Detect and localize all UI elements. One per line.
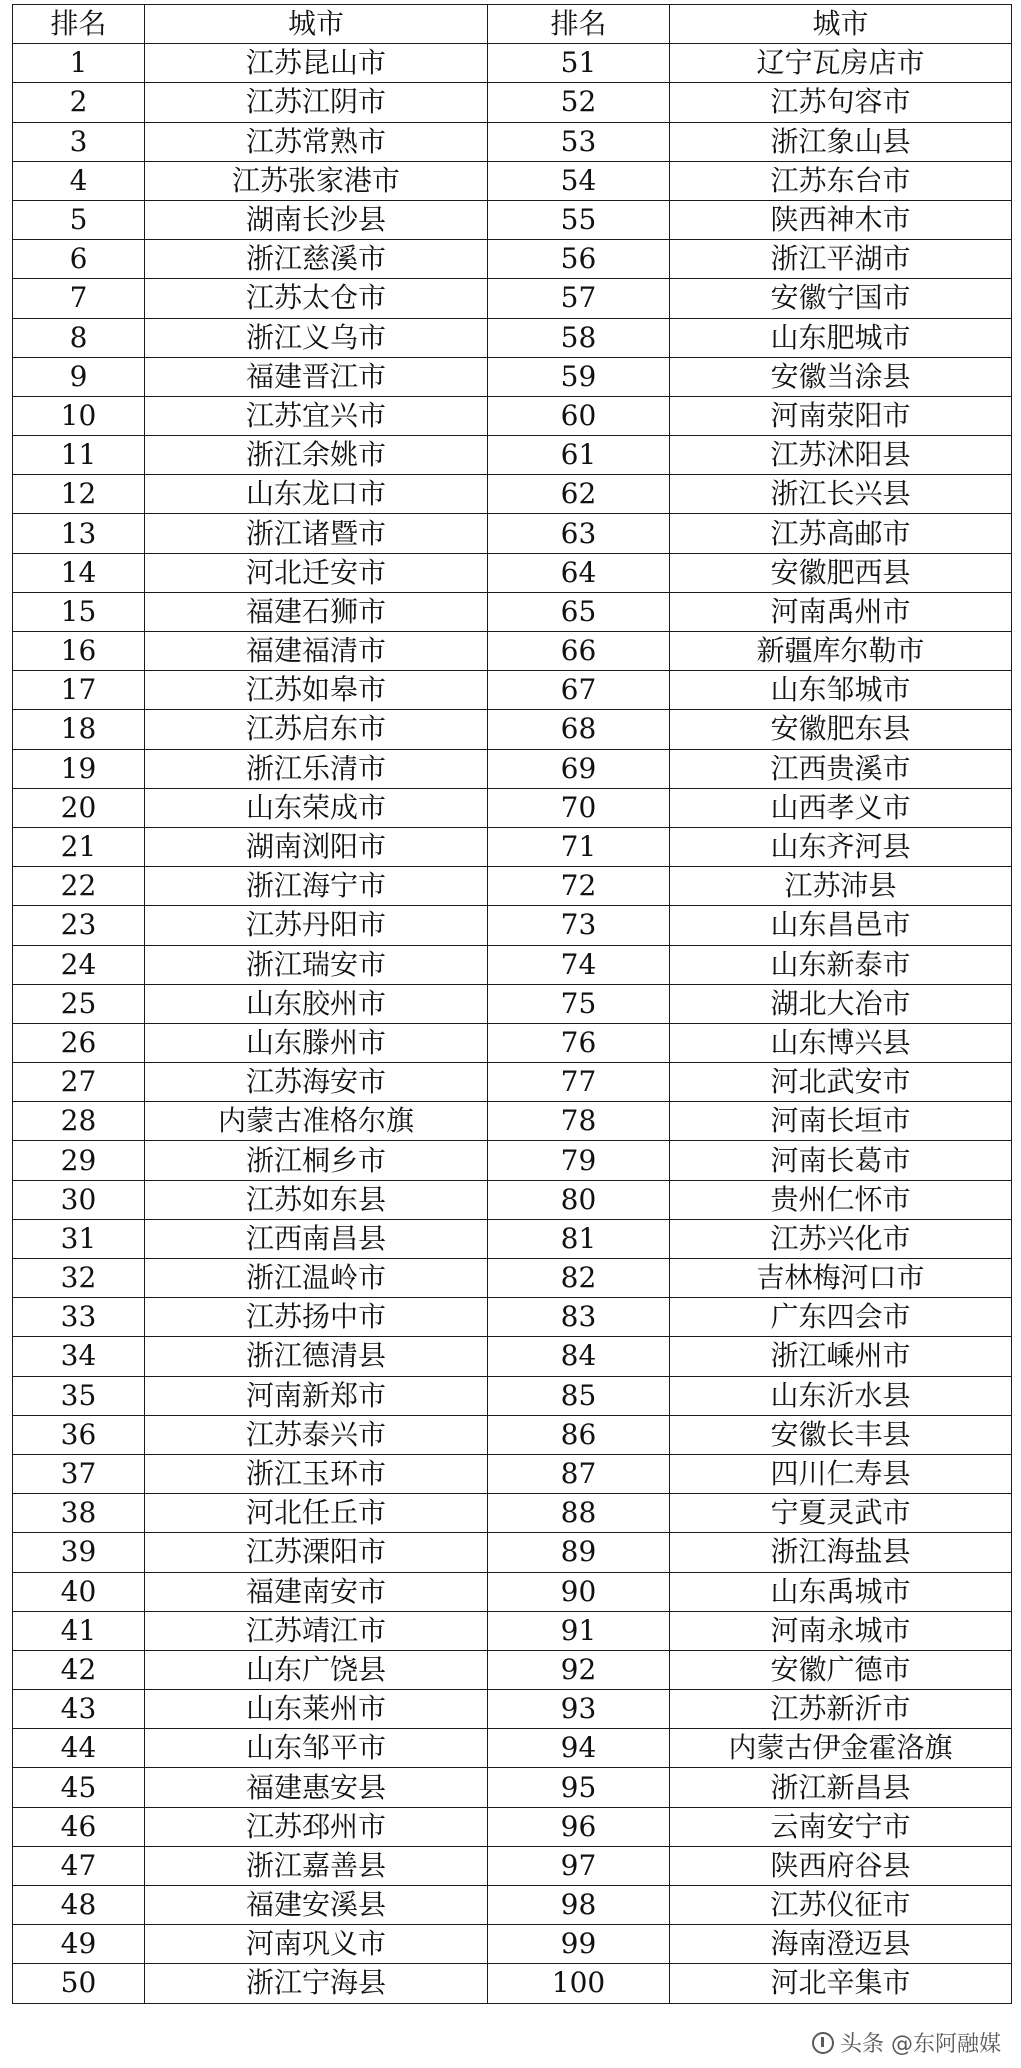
city-left-cell: 山东邹平市 <box>145 1729 488 1768</box>
rank-right-cell: 72 <box>488 867 670 906</box>
city-left-cell: 浙江诸暨市 <box>145 514 488 553</box>
table-row <box>13 1063 1012 1102</box>
table-row <box>13 671 1012 710</box>
city-right-cell: 河南永城市 <box>670 1611 1012 1650</box>
city-left-cell: 河南新郑市 <box>145 1376 488 1415</box>
city-left-cell: 山东广饶县 <box>145 1650 488 1689</box>
rank-left-cell: 12 <box>13 475 145 514</box>
table-row <box>13 44 1012 83</box>
header-city-right: 城市 <box>670 5 1012 44</box>
table-row <box>13 1690 1012 1729</box>
table-row <box>13 1807 1012 1846</box>
city-left-cell: 江苏海安市 <box>145 1063 488 1102</box>
rank-left-cell: 17 <box>13 671 145 710</box>
toutiao-logo-icon <box>812 2032 834 2054</box>
header-rank-left: 排名 <box>13 5 145 44</box>
city-right-cell: 湖北大冶市 <box>670 984 1012 1023</box>
city-right-cell: 江苏句容市 <box>670 83 1012 122</box>
city-left-cell: 内蒙古准格尔旗 <box>145 1102 488 1141</box>
city-right-cell: 浙江新昌县 <box>670 1768 1012 1807</box>
rank-right-cell: 74 <box>488 945 670 984</box>
rank-right-cell: 95 <box>488 1768 670 1807</box>
city-right-cell: 安徽肥西县 <box>670 553 1012 592</box>
city-right-cell: 江西贵溪市 <box>670 749 1012 788</box>
rank-left-cell: 4 <box>13 161 145 200</box>
table-row <box>13 83 1012 122</box>
city-right-cell: 江苏高邮市 <box>670 514 1012 553</box>
rank-left-cell: 31 <box>13 1219 145 1258</box>
rank-left-cell: 35 <box>13 1376 145 1415</box>
city-right-cell: 云南安宁市 <box>670 1807 1012 1846</box>
rank-right-cell: 68 <box>488 710 670 749</box>
rank-left-cell: 48 <box>13 1886 145 1925</box>
city-right-cell: 新疆库尔勒市 <box>670 632 1012 671</box>
table-row <box>13 475 1012 514</box>
watermark-text: 头条 @东阿融媒 <box>840 2032 1001 2057</box>
rank-right-cell: 82 <box>488 1259 670 1298</box>
city-left-cell: 江苏昆山市 <box>145 44 488 83</box>
city-left-cell: 江苏江阴市 <box>145 83 488 122</box>
rank-left-cell: 28 <box>13 1102 145 1141</box>
table-row <box>13 710 1012 749</box>
table-row <box>13 1454 1012 1493</box>
rank-left-cell: 42 <box>13 1650 145 1689</box>
rank-left-cell: 6 <box>13 240 145 279</box>
city-right-cell: 辽宁瓦房店市 <box>670 44 1012 83</box>
city-left-cell: 山东龙口市 <box>145 475 488 514</box>
city-left-cell: 浙江玉环市 <box>145 1454 488 1493</box>
rank-left-cell: 20 <box>13 788 145 827</box>
city-right-cell: 山东新泰市 <box>670 945 1012 984</box>
table-row <box>13 1415 1012 1454</box>
city-right-cell: 海南澄迈县 <box>670 1925 1012 1964</box>
table-row <box>13 1141 1012 1180</box>
city-right-cell: 安徽肥东县 <box>670 710 1012 749</box>
table-row <box>13 279 1012 318</box>
city-right-cell: 山东齐河县 <box>670 827 1012 866</box>
rank-left-cell: 15 <box>13 592 145 631</box>
rank-left-cell: 34 <box>13 1337 145 1376</box>
table-row <box>13 1219 1012 1258</box>
table-row <box>13 592 1012 631</box>
rank-left-cell: 23 <box>13 906 145 945</box>
city-right-cell: 浙江嵊州市 <box>670 1337 1012 1376</box>
city-right-cell: 江苏沛县 <box>670 867 1012 906</box>
rank-right-cell: 51 <box>488 44 670 83</box>
rank-right-cell: 58 <box>488 318 670 357</box>
city-left-cell: 浙江桐乡市 <box>145 1141 488 1180</box>
city-right-cell: 江苏仪征市 <box>670 1886 1012 1925</box>
city-left-cell: 江苏常熟市 <box>145 122 488 161</box>
city-left-cell: 湖南长沙县 <box>145 200 488 239</box>
table-row <box>13 1964 1012 2003</box>
table-row <box>13 906 1012 945</box>
rank-right-cell: 84 <box>488 1337 670 1376</box>
city-left-cell: 江苏泰兴市 <box>145 1415 488 1454</box>
ranking-sheet <box>12 4 1011 2004</box>
city-right-cell: 山东博兴县 <box>670 1023 1012 1062</box>
rank-right-cell: 99 <box>488 1925 670 1964</box>
city-right-cell: 浙江长兴县 <box>670 475 1012 514</box>
city-right-cell: 宁夏灵武市 <box>670 1494 1012 1533</box>
rank-right-cell: 100 <box>488 1964 670 2003</box>
table-body <box>13 44 1012 2003</box>
table-row <box>13 1768 1012 1807</box>
city-left-cell: 江苏扬中市 <box>145 1298 488 1337</box>
city-right-cell: 江苏沭阳县 <box>670 436 1012 475</box>
header-rank-right: 排名 <box>488 5 670 44</box>
rank-left-cell: 43 <box>13 1690 145 1729</box>
rank-right-cell: 63 <box>488 514 670 553</box>
rank-left-cell: 38 <box>13 1494 145 1533</box>
table-row <box>13 1259 1012 1298</box>
city-right-cell: 山东邹城市 <box>670 671 1012 710</box>
city-right-cell: 吉林梅河口市 <box>670 1259 1012 1298</box>
table-row <box>13 1298 1012 1337</box>
table-row <box>13 1494 1012 1533</box>
table-header-row <box>13 5 1012 44</box>
table-row <box>13 1376 1012 1415</box>
rank-left-cell: 10 <box>13 396 145 435</box>
city-left-cell: 江西南昌县 <box>145 1219 488 1258</box>
city-right-cell: 江苏兴化市 <box>670 1219 1012 1258</box>
rank-left-cell: 13 <box>13 514 145 553</box>
rank-left-cell: 44 <box>13 1729 145 1768</box>
rank-right-cell: 61 <box>488 436 670 475</box>
rank-left-cell: 30 <box>13 1180 145 1219</box>
rank-left-cell: 45 <box>13 1768 145 1807</box>
rank-right-cell: 83 <box>488 1298 670 1337</box>
rank-right-cell: 93 <box>488 1690 670 1729</box>
rank-left-cell: 1 <box>13 44 145 83</box>
table-row <box>13 240 1012 279</box>
rank-right-cell: 56 <box>488 240 670 279</box>
city-left-cell: 福建安溪县 <box>145 1886 488 1925</box>
city-right-cell: 广东四会市 <box>670 1298 1012 1337</box>
city-left-cell: 福建福清市 <box>145 632 488 671</box>
rank-right-cell: 88 <box>488 1494 670 1533</box>
table-row <box>13 1180 1012 1219</box>
rank-right-cell: 89 <box>488 1533 670 1572</box>
table-row <box>13 357 1012 396</box>
city-left-cell: 浙江义乌市 <box>145 318 488 357</box>
rank-right-cell: 67 <box>488 671 670 710</box>
rank-left-cell: 14 <box>13 553 145 592</box>
rank-left-cell: 50 <box>13 1964 145 2003</box>
city-right-cell: 贵州仁怀市 <box>670 1180 1012 1219</box>
city-left-cell: 浙江乐清市 <box>145 749 488 788</box>
city-right-cell: 河南禹州市 <box>670 592 1012 631</box>
rank-right-cell: 70 <box>488 788 670 827</box>
city-left-cell: 河北任丘市 <box>145 1494 488 1533</box>
rank-right-cell: 94 <box>488 1729 670 1768</box>
city-left-cell: 江苏丹阳市 <box>145 906 488 945</box>
city-right-cell: 浙江象山县 <box>670 122 1012 161</box>
city-left-cell: 山东滕州市 <box>145 1023 488 1062</box>
city-left-cell: 江苏启东市 <box>145 710 488 749</box>
rank-left-cell: 3 <box>13 122 145 161</box>
city-left-cell: 福建南安市 <box>145 1572 488 1611</box>
rank-right-cell: 81 <box>488 1219 670 1258</box>
table-row <box>13 1886 1012 1925</box>
rank-right-cell: 71 <box>488 827 670 866</box>
rank-left-cell: 16 <box>13 632 145 671</box>
city-right-cell: 河北辛集市 <box>670 1964 1012 2003</box>
city-right-cell: 山东沂水县 <box>670 1376 1012 1415</box>
city-right-cell: 河南长垣市 <box>670 1102 1012 1141</box>
city-left-cell: 江苏宜兴市 <box>145 396 488 435</box>
rank-left-cell: 47 <box>13 1846 145 1885</box>
city-right-cell: 浙江海盐县 <box>670 1533 1012 1572</box>
city-left-cell: 江苏邳州市 <box>145 1807 488 1846</box>
rank-right-cell: 78 <box>488 1102 670 1141</box>
city-left-cell: 山东莱州市 <box>145 1690 488 1729</box>
rank-right-cell: 79 <box>488 1141 670 1180</box>
city-right-cell: 河南长葛市 <box>670 1141 1012 1180</box>
rank-right-cell: 85 <box>488 1376 670 1415</box>
table-row <box>13 436 1012 475</box>
rank-left-cell: 9 <box>13 357 145 396</box>
city-right-cell: 河北武安市 <box>670 1063 1012 1102</box>
city-left-cell: 江苏溧阳市 <box>145 1533 488 1572</box>
city-left-cell: 江苏张家港市 <box>145 161 488 200</box>
table-row <box>13 827 1012 866</box>
city-left-cell: 山东胶州市 <box>145 984 488 1023</box>
rank-right-cell: 86 <box>488 1415 670 1454</box>
city-left-cell: 湖南浏阳市 <box>145 827 488 866</box>
table-row <box>13 1846 1012 1885</box>
rank-left-cell: 2 <box>13 83 145 122</box>
rank-left-cell: 11 <box>13 436 145 475</box>
rank-right-cell: 80 <box>488 1180 670 1219</box>
city-right-cell: 内蒙古伊金霍洛旗 <box>670 1729 1012 1768</box>
city-left-cell: 浙江瑞安市 <box>145 945 488 984</box>
rank-left-cell: 25 <box>13 984 145 1023</box>
rank-right-cell: 69 <box>488 749 670 788</box>
table-row <box>13 867 1012 906</box>
city-left-cell: 福建晋江市 <box>145 357 488 396</box>
city-left-cell: 福建石狮市 <box>145 592 488 631</box>
rank-right-cell: 64 <box>488 553 670 592</box>
table-row <box>13 749 1012 788</box>
rank-right-cell: 73 <box>488 906 670 945</box>
city-left-cell: 江苏如东县 <box>145 1180 488 1219</box>
rank-right-cell: 90 <box>488 1572 670 1611</box>
table-row <box>13 1023 1012 1062</box>
table-row <box>13 984 1012 1023</box>
rank-right-cell: 75 <box>488 984 670 1023</box>
city-left-cell: 江苏靖江市 <box>145 1611 488 1650</box>
city-right-cell: 安徽当涂县 <box>670 357 1012 396</box>
rank-right-cell: 53 <box>488 122 670 161</box>
city-left-cell: 浙江海宁市 <box>145 867 488 906</box>
rank-right-cell: 92 <box>488 1650 670 1689</box>
city-left-cell: 浙江德清县 <box>145 1337 488 1376</box>
header-city-left: 城市 <box>145 5 488 44</box>
rank-left-cell: 22 <box>13 867 145 906</box>
city-left-cell: 河南巩义市 <box>145 1925 488 1964</box>
city-left-cell: 浙江慈溪市 <box>145 240 488 279</box>
rank-left-cell: 5 <box>13 200 145 239</box>
city-right-cell: 山东肥城市 <box>670 318 1012 357</box>
rank-right-cell: 59 <box>488 357 670 396</box>
rank-right-cell: 60 <box>488 396 670 435</box>
rank-left-cell: 32 <box>13 1259 145 1298</box>
rank-right-cell: 65 <box>488 592 670 631</box>
table-row <box>13 514 1012 553</box>
table-row <box>13 1102 1012 1141</box>
city-right-cell: 山西孝义市 <box>670 788 1012 827</box>
rank-right-cell: 87 <box>488 1454 670 1493</box>
rank-right-cell: 54 <box>488 161 670 200</box>
rank-right-cell: 77 <box>488 1063 670 1102</box>
table-row <box>13 553 1012 592</box>
rank-right-cell: 57 <box>488 279 670 318</box>
city-left-cell: 浙江宁海县 <box>145 1964 488 2003</box>
rank-left-cell: 29 <box>13 1141 145 1180</box>
rank-right-cell: 55 <box>488 200 670 239</box>
table-row <box>13 1572 1012 1611</box>
rank-left-cell: 41 <box>13 1611 145 1650</box>
table-row <box>13 1729 1012 1768</box>
rank-left-cell: 8 <box>13 318 145 357</box>
rank-left-cell: 39 <box>13 1533 145 1572</box>
table-row <box>13 945 1012 984</box>
city-left-cell: 福建惠安县 <box>145 1768 488 1807</box>
city-left-cell: 浙江温岭市 <box>145 1259 488 1298</box>
county-ranking-table <box>12 4 1012 2004</box>
city-left-cell: 河北迁安市 <box>145 553 488 592</box>
rank-right-cell: 62 <box>488 475 670 514</box>
rank-left-cell: 27 <box>13 1063 145 1102</box>
city-right-cell: 陕西府谷县 <box>670 1846 1012 1885</box>
city-right-cell: 浙江平湖市 <box>670 240 1012 279</box>
rank-left-cell: 18 <box>13 710 145 749</box>
table-row <box>13 396 1012 435</box>
rank-right-cell: 98 <box>488 1886 670 1925</box>
rank-right-cell: 66 <box>488 632 670 671</box>
city-right-cell: 安徽长丰县 <box>670 1415 1012 1454</box>
city-right-cell: 安徽宁国市 <box>670 279 1012 318</box>
rank-right-cell: 52 <box>488 83 670 122</box>
city-right-cell: 江苏东台市 <box>670 161 1012 200</box>
table-row <box>13 318 1012 357</box>
city-right-cell: 安徽广德市 <box>670 1650 1012 1689</box>
rank-left-cell: 36 <box>13 1415 145 1454</box>
city-left-cell: 山东荣成市 <box>145 788 488 827</box>
city-right-cell: 河南荥阳市 <box>670 396 1012 435</box>
table-row <box>13 1650 1012 1689</box>
rank-left-cell: 49 <box>13 1925 145 1964</box>
rank-left-cell: 21 <box>13 827 145 866</box>
city-left-cell: 江苏如皋市 <box>145 671 488 710</box>
rank-right-cell: 96 <box>488 1807 670 1846</box>
table-row <box>13 1337 1012 1376</box>
city-right-cell: 山东昌邑市 <box>670 906 1012 945</box>
rank-left-cell: 26 <box>13 1023 145 1062</box>
city-right-cell: 江苏新沂市 <box>670 1690 1012 1729</box>
rank-left-cell: 46 <box>13 1807 145 1846</box>
rank-left-cell: 24 <box>13 945 145 984</box>
city-right-cell: 山东禹城市 <box>670 1572 1012 1611</box>
city-left-cell: 浙江余姚市 <box>145 436 488 475</box>
table-row <box>13 1533 1012 1572</box>
table-row <box>13 1611 1012 1650</box>
rank-right-cell: 91 <box>488 1611 670 1650</box>
table-row <box>13 1925 1012 1964</box>
rank-right-cell: 76 <box>488 1023 670 1062</box>
rank-left-cell: 37 <box>13 1454 145 1493</box>
table-row <box>13 632 1012 671</box>
table-row <box>13 161 1012 200</box>
rank-left-cell: 19 <box>13 749 145 788</box>
rank-left-cell: 33 <box>13 1298 145 1337</box>
rank-left-cell: 40 <box>13 1572 145 1611</box>
city-right-cell: 四川仁寿县 <box>670 1454 1012 1493</box>
city-left-cell: 江苏太仓市 <box>145 279 488 318</box>
city-left-cell: 浙江嘉善县 <box>145 1846 488 1885</box>
table-row <box>13 200 1012 239</box>
table-row <box>13 122 1012 161</box>
city-right-cell: 陕西神木市 <box>670 200 1012 239</box>
rank-right-cell: 97 <box>488 1846 670 1885</box>
watermark <box>806 2025 1007 2060</box>
table-row <box>13 788 1012 827</box>
rank-left-cell: 7 <box>13 279 145 318</box>
